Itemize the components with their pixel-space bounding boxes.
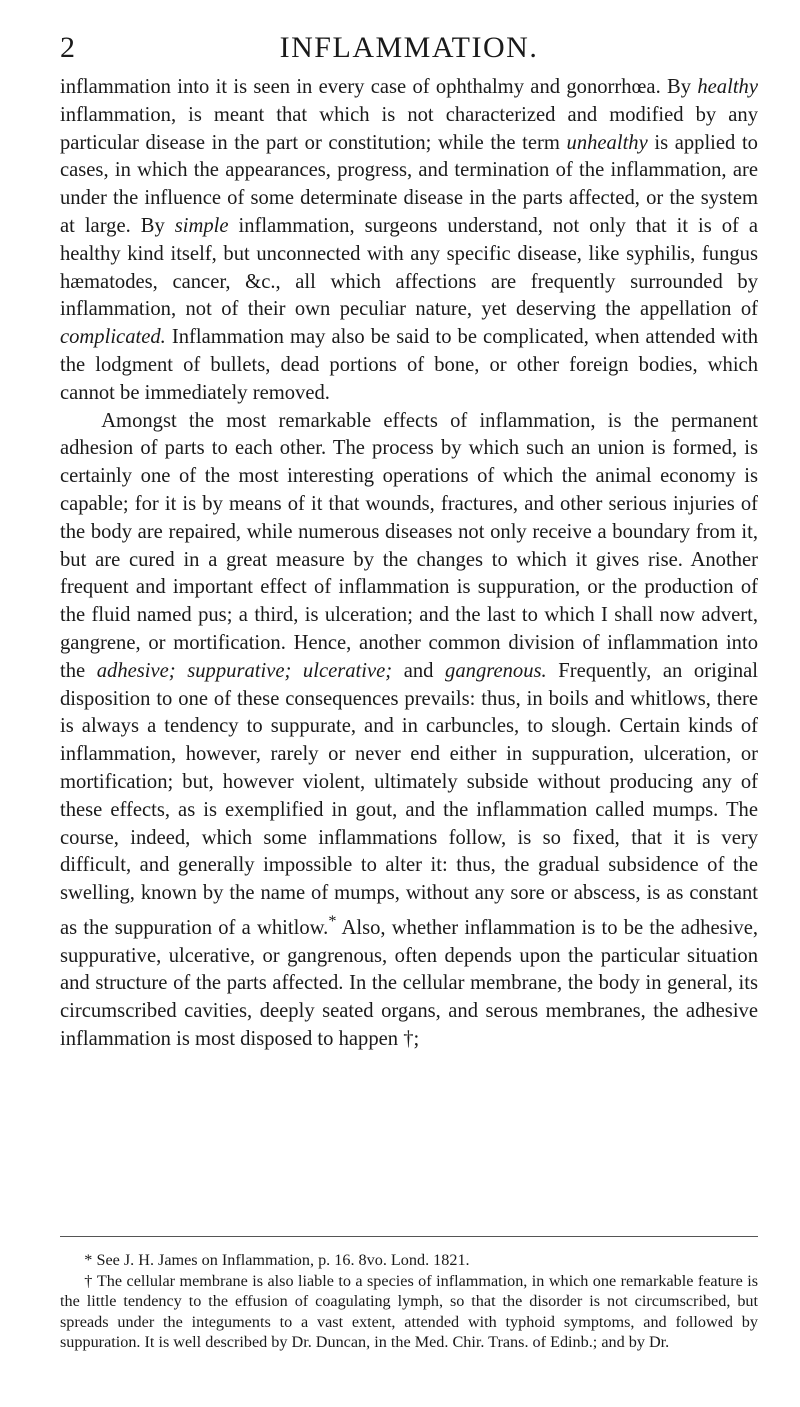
footnote-2-mark: † xyxy=(84,1271,93,1290)
running-title: INFLAMMATION. xyxy=(279,31,539,64)
paragraph-2-text-4: Also, whether inflammation is to be the adhesive, suppurative, ulcerative, or gangrenous, often depends upon the particular situation and structure of the parts affected. In the cellular membrane, the body in general, its circumscribed cavities, deeply seated organs, and serous membranes, the adhesive inflammation is most disposed to happen xyxy=(60,916,758,1050)
paragraph-2-text-2: and xyxy=(392,659,446,682)
paragraph-2-text-3: Frequently, an original disposition to one of these consequences prevails: thus, in boils and whitlows, there is always a tendency to suppurate, and in carbuncles, to slough. Certain kinds of inflammation, however, rarely or never end either in suppuration, ulceration, or mortification; but, however violent, ultimately subside without producing any of these effects, as is exemplified in gout, and the inflammation called mumps. The course, indeed, which some inflammations follow, is so fixed, that it is very difficult, and generally impossible to alter it: thus, the gradual subsidence of the swelling, known by the name of mumps, without any sore or abscess, is as constant as the suppuration of a whitlow. xyxy=(60,659,758,939)
page-number: 2 xyxy=(60,31,75,64)
footnote-ref-1: * xyxy=(328,911,337,930)
paragraph-1 xyxy=(60,74,758,408)
italic-healthy: healthy xyxy=(697,76,758,98)
footnote-divider xyxy=(60,1236,758,1237)
footnote-2 xyxy=(60,1271,758,1353)
footnote-ref-2: † xyxy=(403,1027,414,1050)
italic-gangrenous: gangrenous. xyxy=(445,659,547,682)
footnote-1-text: See J. H. James on Inflammation, p. 16. 8vo. Lond. 1821. xyxy=(92,1251,470,1269)
italic-complicated: complicated. xyxy=(60,326,166,349)
italic-unhealthy: unhealthy xyxy=(566,131,648,154)
body-text xyxy=(60,74,758,1054)
footnote-1-mark: * xyxy=(84,1251,93,1269)
paragraph-2-text-5: ; xyxy=(413,1027,420,1050)
paragraph-1-text-4: inflammation, surgeons understand, not only that it is of a healthy kind itself, but unconnected with any specific disease, like syphilis, fungus hæmatodes, cancer, &c., all which affections are frequently surrounded by inflammation, not of their own peculiar nature, yet deserving the appellation of xyxy=(60,214,758,321)
paragraph-1-text-5: Inflammation may also be said to be complicated, when attended with the lodgment of bullets, dead portions of bone, or other foreign bodies, which cannot be immediately removed. xyxy=(60,326,758,404)
footnote-2-text: The cellular membrane is also liable to a species of inflammation, in which one remarkable feature is the little tendency to the effusion of coagulating lymph, so that the disorder is not circumscribed, but spreads under the integuments to a vast extent, attended with typhoid symptoms, and followed by suppuration. It is well described by Dr. Duncan, in the Med. Chir. Trans. of Edinb.; and by Dr. xyxy=(60,1271,759,1352)
paragraph-2-text-1: Amongst the most remarkable effects of inflammation, is the permanent adhesion of parts to each other. The process by which such an union is formed, is certainly one of the most interesting operations of which the animal economy is capable; for it is by means of it that wounds, fractures, and other serious injuries of the body are repaired, while numerous diseases not only receive a boundary from it, but are cured in a great measure by the changes to which it gives rise. Another frequent and important effect of inflammation is suppuration, or the production of the fluid named pus; a third, is ulceration; and the last to which I shall now advert, gangrene, or mortification. Hence, another common division of inflammation into the xyxy=(60,409,758,682)
running-head xyxy=(60,30,758,66)
footnote-1 xyxy=(60,1250,758,1271)
footnotes xyxy=(60,1250,758,1353)
italic-simple: simple xyxy=(174,214,229,237)
paragraph-1-text-1: inflammation into it is seen in every case of ophthalmy and gonorrhœa. By xyxy=(60,76,698,98)
paragraph-2 xyxy=(60,408,758,1054)
italic-inflammation-types: adhesive; suppurative; ulcerative; xyxy=(96,659,393,682)
paragraph-1-text-3: is applied to cases, in which the appearances, progress, and termination of the inflammation, are under the influence of some determinate disease in the parts affected, or the system at large. By xyxy=(60,131,758,237)
paragraph-1-text-2: inflammation, is meant that which is not characterized and modified by any particular disease in the part or constitution; while the term xyxy=(60,103,758,154)
